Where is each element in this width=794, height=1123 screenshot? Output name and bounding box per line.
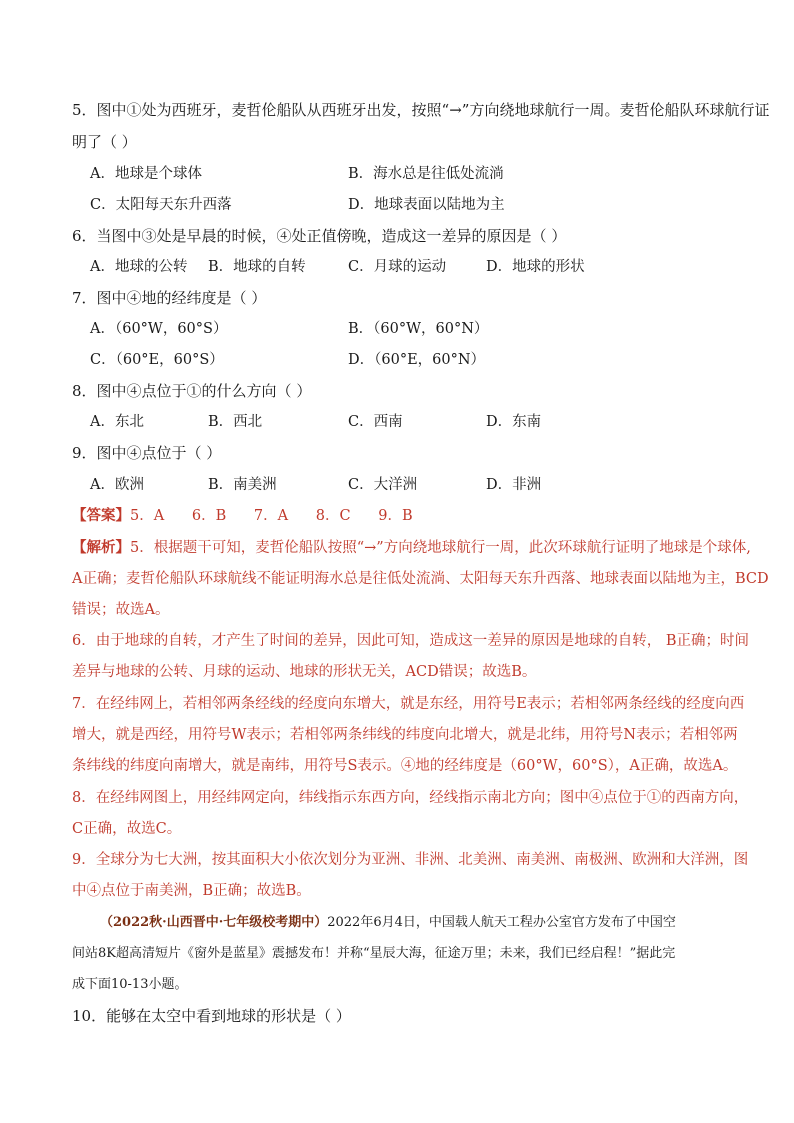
analysis-label: 【解析】	[72, 539, 130, 556]
analysis-line-8: 条纬线的纬度向南增大，就是南纬，用符号S表示。④地的经纬度是（60°W，60°S），A正确，故选A。	[72, 758, 738, 774]
question-10-stem: 10．能够在太空中看到地球的形状是（ ）	[72, 1007, 351, 1025]
question-6-option-d: D．地球的形状	[486, 259, 585, 275]
question-5-stem-line1: 5．图中①处为西班牙，麦哲伦船队从西班牙出发，按照“→”方向绕地球航行一周。麦哲伦船队环球航行证	[72, 101, 770, 119]
question-7-option-c: C．（60°E，60°S）	[90, 352, 224, 368]
analysis-line-6: 7．在经纬网上，若相邻两条经线的经度向东增大，就是东经，用符号E表示；若相邻两条经线的经度向西	[72, 696, 745, 712]
question-8-option-b: B．西北	[208, 414, 263, 430]
analysis-line-4: 6．由于地球的自转，才产生了时间的差异，因此可知，造成这一差异的原因是地球的自转， B正确；时间	[72, 633, 749, 649]
question-8-option-a: A．东北	[90, 414, 144, 430]
passage-source: （2022秋·山西晋中·七年级校考期中）	[100, 915, 328, 930]
question-9-stem: 9．图中④点位于（ ）	[72, 444, 222, 462]
answer-text: 5．A 6．B 7．A 8．C 9．B	[130, 508, 413, 524]
analysis-line-5: 差异与地球的公转、月球的运动、地球的形状无关，ACD错误；故选B。	[72, 664, 537, 680]
question-8-stem: 8．图中④点位于①的什么方向（ ）	[72, 382, 312, 400]
question-9-option-a: A．欧洲	[90, 477, 144, 493]
question-6-stem: 6．当图中③处是早晨的时候，④处正值傍晚，造成这一差异的原因是（ ）	[72, 227, 567, 245]
analysis-text-1: 5．根据题干可知，麦哲伦船队按照“→”方向绕地球航行一周，此次环球航行证明了地球是个球体,	[130, 540, 751, 556]
question-7-option-d: D．（60°E，60°N）	[348, 352, 486, 368]
question-6-option-a: A．地球的公转	[90, 259, 188, 275]
question-6-option-c: C．月球的运动	[348, 259, 447, 275]
analysis-line-7: 增大，就是西经，用符号W表示；若相邻两条纬线的纬度向北增大，就是北纬，用符号N表示；若相邻两	[72, 727, 738, 743]
passage-line-2: 间站8K超高清短片《窗外是蓝星》震撼发布！并称“星辰大海，征途万里；未来，我们已经启程！”据此完	[72, 946, 676, 961]
analysis-line-2: A正确；麦哲伦船队环球航线不能证明海水总是往低处流淌、太阳每天东升西落、地球表面以陆地为主，BCD	[72, 571, 769, 587]
question-9-option-c: C．大洋洲	[348, 477, 418, 493]
analysis-line-12: 中④点位于南美洲，B正确；故选B。	[72, 883, 311, 899]
analysis-line-11: 9．全球分为七大洲，按其面积大小依次划分为亚洲、非洲、北美洲、南美洲、南极洲、欧洲和大洋洲，图	[72, 852, 749, 868]
question-9-option-b: B．南美洲	[208, 477, 277, 493]
question-8-option-c: C．西南	[348, 414, 403, 430]
question-5-option-d: D．地球表面以陆地为主	[348, 197, 505, 213]
question-6-option-b: B．地球的自转	[208, 259, 306, 275]
question-5-option-a: A．地球是个球体	[90, 166, 202, 182]
question-7-option-b: B．（60°W，60°N）	[348, 321, 489, 337]
answer-label: 【答案】	[72, 507, 130, 524]
passage-text-1: 2022年6月4日，中国载人航天工程办公室官方发布了中国空	[327, 915, 676, 930]
analysis-line-3: 错误；故选A。	[72, 602, 170, 618]
answer-line	[72, 506, 413, 526]
analysis-line-10: C正确，故选C。	[72, 821, 182, 837]
question-5-option-b: B．海水总是往低处流淌	[348, 166, 504, 182]
question-7-stem: 7．图中④地的经纬度是（ ）	[72, 289, 267, 307]
analysis-line-9: 8．在经纬网图上，用经纬网定向，纬线指示东西方向，经线指示南北方向；图中④点位于①的西南方向，	[72, 790, 749, 806]
analysis-line-1	[72, 538, 751, 558]
passage-line-3: 成下面10-13小题。	[72, 977, 188, 992]
question-5-option-c: C．太阳每天东升西落	[90, 197, 232, 213]
question-9-option-d: D．非洲	[486, 477, 542, 493]
passage-line-1	[100, 913, 676, 933]
question-5-stem-line2: 明了（ ）	[72, 133, 137, 151]
question-7-option-a: A．（60°W，60°S）	[90, 321, 228, 337]
question-8-option-d: D．东南	[486, 414, 542, 430]
